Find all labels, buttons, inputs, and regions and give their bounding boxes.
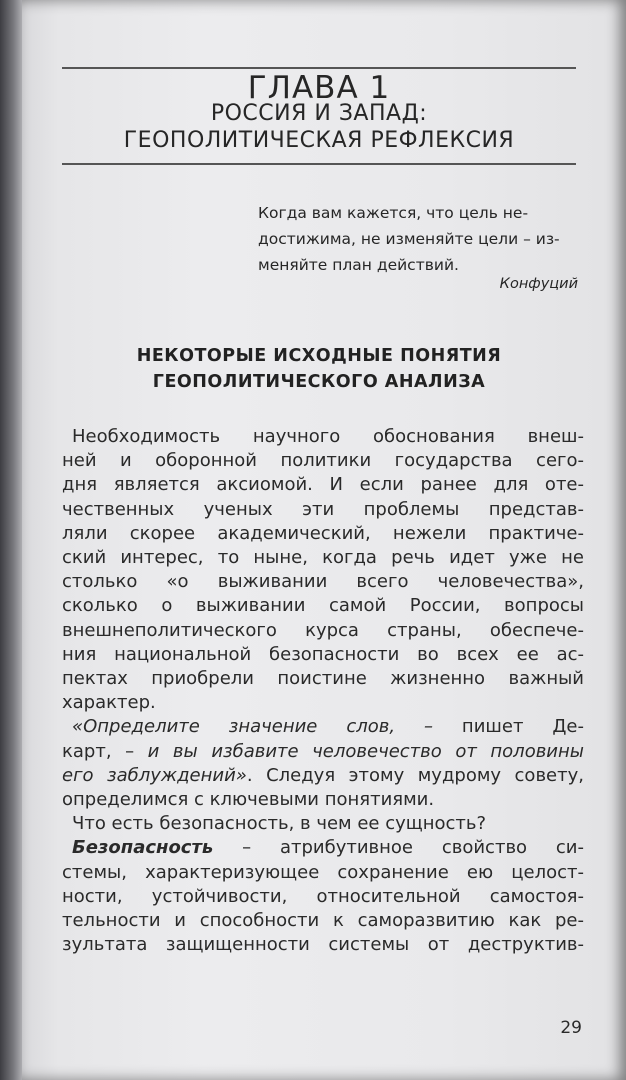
text-fragment: пишет Де- bbox=[433, 716, 584, 738]
text-line: стемы, характеризующее сохранение ею целост- bbox=[62, 861, 584, 883]
defined-term: Безопасность bbox=[72, 837, 214, 859]
text-line: характер. bbox=[62, 692, 156, 714]
body-text bbox=[62, 425, 584, 957]
text-line: ский интерес, то ныне, когда речь идет уже не bbox=[62, 547, 584, 569]
book-spine-edge bbox=[0, 0, 24, 1080]
text-line: зультата защищенности системы от деструктив- bbox=[62, 934, 584, 956]
quote-fragment: его заблуждений» bbox=[62, 764, 247, 786]
text-line: ния национальной безопасности во всех ее ас- bbox=[62, 643, 584, 665]
text-fragment: карт, – bbox=[62, 740, 148, 762]
text-line: определимся с ключевыми понятиями. bbox=[62, 789, 435, 811]
epigraph-author: Конфуций bbox=[499, 276, 578, 292]
text-fragment: – атрибутивное свойство си- bbox=[213, 837, 584, 859]
text-fragment: . Следуя этому мудрому совету, bbox=[246, 764, 584, 786]
text-line: ности, устойчивости, относительной самостоя- bbox=[62, 885, 584, 907]
epigraph-line: достижима, не изменяйте цели – из- bbox=[258, 230, 560, 248]
section-title-line-1: НЕКОТОРЫЕ ИСХОДНЫЕ ПОНЯТИЯ bbox=[136, 346, 502, 366]
quote-fragment: «Определите значение слов, – bbox=[72, 716, 433, 738]
text-line: Необходимость научного обоснования внеш- bbox=[72, 426, 584, 447]
text-line: столько «о выживании всего человечества», bbox=[62, 571, 584, 593]
epigraph bbox=[258, 200, 586, 278]
text-line bbox=[62, 764, 584, 788]
text-line: пектах приобрели поистине жизненно важный bbox=[62, 668, 584, 690]
quote-fragment: и вы избавите человечество от половины bbox=[147, 740, 584, 762]
text-line: чественных ученых эти проблемы представ- bbox=[62, 498, 584, 520]
text-line: Что есть безопасность, в чем ее сущность? bbox=[72, 813, 487, 835]
chapter-title-line-2: ГЕОПОЛИТИЧЕСКАЯ РЕФЛЕКСИЯ bbox=[123, 128, 515, 153]
text-line bbox=[62, 740, 584, 764]
page-number: 29 bbox=[560, 1018, 582, 1038]
chapter-number: ГЛАВА 1 bbox=[247, 70, 391, 106]
epigraph-line: Когда вам кажется, что цель не- bbox=[258, 204, 529, 222]
text-line: сколько о выживании самой России, вопросы bbox=[62, 595, 584, 617]
text-line: ней и оборонной политики государства сего- bbox=[62, 450, 584, 472]
text-line: тельности и способности к саморазвитию как ре- bbox=[62, 910, 584, 932]
section-title-line-2: ГЕОПОЛИТИЧЕСКОГО АНАЛИЗА bbox=[152, 372, 486, 392]
text-line bbox=[62, 715, 584, 739]
chapter-rule-top bbox=[62, 67, 576, 69]
text-line: ляли скорее академический, нежели практиче- bbox=[62, 522, 584, 544]
chapter-rule-bottom bbox=[62, 163, 576, 165]
chapter-title-line-1: РОССИЯ И ЗАПАД: bbox=[210, 101, 428, 126]
epigraph-line: меняйте план действий. bbox=[258, 256, 459, 274]
text-line: внешнеполитического курса страны, обеспече- bbox=[62, 619, 584, 641]
text-line: дня является аксиомой. И если ранее для оте- bbox=[62, 474, 584, 496]
text-line bbox=[62, 836, 584, 860]
